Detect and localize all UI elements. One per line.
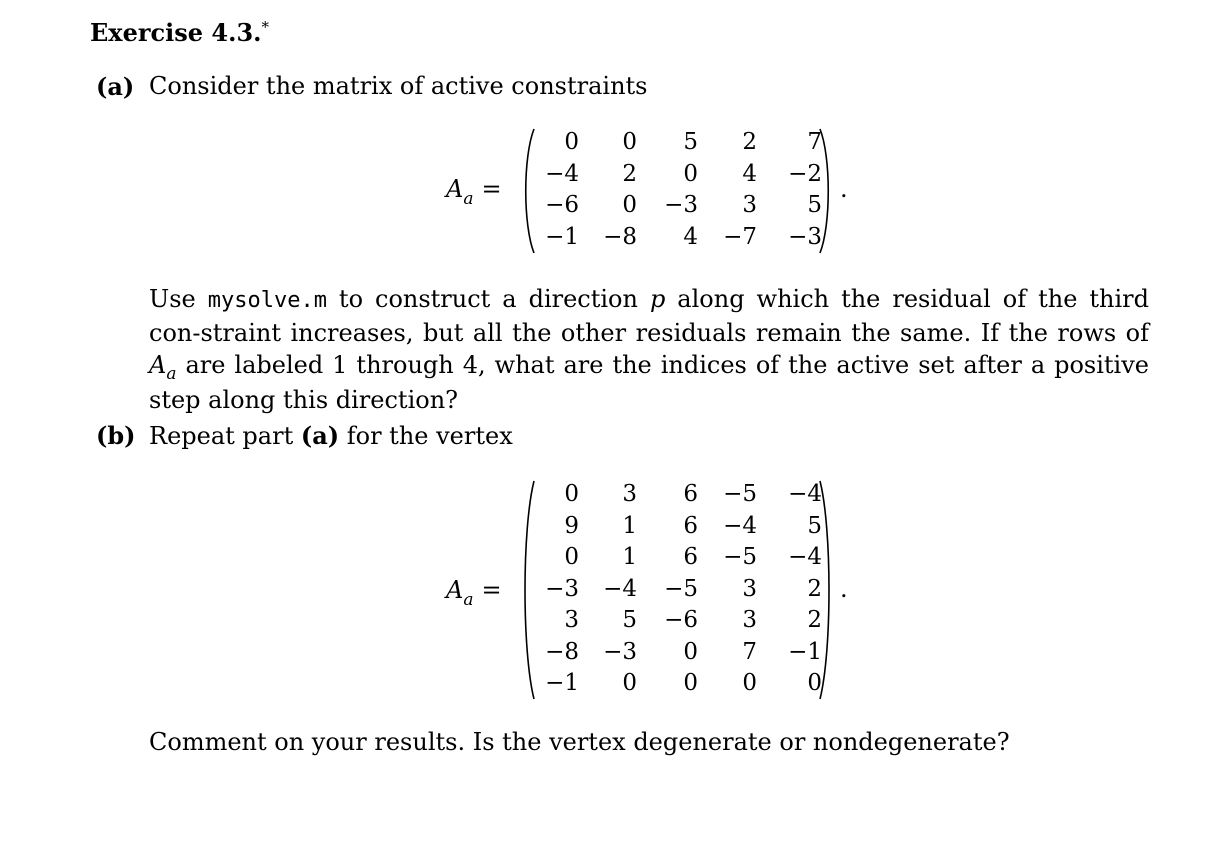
matrix-b-cell: 9 xyxy=(564,512,579,539)
matrix-b-row xyxy=(532,668,822,700)
matrix-b-row xyxy=(532,605,822,637)
part-b-heading xyxy=(96,421,513,450)
matrix-a-row xyxy=(532,159,822,191)
matrix-b-cell: 5 xyxy=(807,512,822,539)
matrix-b-row xyxy=(532,542,822,574)
matrix-a-cell: 0 xyxy=(564,129,579,155)
matrix-a-cell: 0 xyxy=(622,192,637,218)
matrix-a-cell: −1 xyxy=(545,223,579,250)
matrix-b-cell: 0 xyxy=(683,638,698,665)
matrix-b-cell: 3 xyxy=(742,575,757,602)
matrix-b-table xyxy=(532,479,822,700)
matrix-b-cell: 0 xyxy=(742,670,757,696)
matrix-b-row xyxy=(532,574,822,606)
matrix-a-cell: −6 xyxy=(545,192,579,218)
matrix-a-cell: 4 xyxy=(683,223,698,250)
matrix-a-lhs: $A_a$ = xyxy=(446,175,502,209)
matrix-b-cell: 0 xyxy=(807,670,822,696)
part-a-question: Use mysolve.m to construct a direction p along which the residual of the third con-straint increases, but all the other residuals remain the same. If the rows of $A_a$ are labeled 1 through 4, what are the indices of the active set after a positive step along this direction? xyxy=(149,285,1150,414)
matrix-b-cell: −4 xyxy=(788,544,822,570)
matrix-a-cell: −8 xyxy=(603,223,637,250)
matrix-a-cell: 5 xyxy=(807,192,822,218)
matrix-b-cell: 6 xyxy=(683,544,698,570)
matrix-b-cell: −8 xyxy=(545,638,579,665)
part-b-intro: Repeat part (a) for the vertex xyxy=(149,421,513,450)
matrix-b-lhs: $A_a$ = xyxy=(446,576,502,610)
matrix-b-cell: −5 xyxy=(723,481,757,507)
matrix-b-cell: 3 xyxy=(564,607,579,633)
matrix-b-period: . xyxy=(840,575,848,603)
matrix-b-cell: 3 xyxy=(622,481,637,507)
matrix-b-row xyxy=(532,511,822,543)
code-mysolve: mysolve.m xyxy=(207,288,327,313)
part-a-heading xyxy=(96,72,648,101)
matrix-b-row xyxy=(532,637,822,669)
matrix-b-cell: 1 xyxy=(622,512,637,539)
matrix-b-cell: 1 xyxy=(622,544,637,570)
matrix-b-cell: −1 xyxy=(788,638,822,665)
matrix-b-cell: −6 xyxy=(664,607,698,633)
matrix-a-cell: 3 xyxy=(742,192,757,218)
matrix-a xyxy=(522,127,852,255)
matrix-b-cell: 0 xyxy=(564,544,579,570)
matrix-b-cell: 2 xyxy=(807,575,822,602)
matrix-b-cell: −1 xyxy=(545,670,579,696)
matrix-b-cell: 6 xyxy=(683,512,698,539)
matrix-a-row xyxy=(532,127,822,159)
matrix-b-cell: 0 xyxy=(683,670,698,696)
matrix-b-cell: −4 xyxy=(788,481,822,507)
matrix-a-table xyxy=(532,127,822,253)
matrix-a-cell: −3 xyxy=(664,192,698,218)
matrix-b-cell: −4 xyxy=(603,575,637,602)
matrix-b-cell: −5 xyxy=(723,544,757,570)
matrix-b-row xyxy=(532,479,822,511)
matrix-b xyxy=(522,479,852,701)
exercise-title: Exercise 4.3.* xyxy=(90,18,269,47)
matrix-b-cell: −3 xyxy=(603,638,637,665)
matrix-b-cell: 6 xyxy=(683,481,698,507)
matrix-a-cell: 2 xyxy=(622,160,637,187)
matrix-a-cell: 4 xyxy=(742,160,757,187)
matrix-b-cell: 2 xyxy=(807,607,822,633)
matrix-b-cell: 0 xyxy=(564,481,579,507)
matrix-a-cell: −2 xyxy=(788,160,822,187)
matrix-a-row xyxy=(532,222,822,254)
matrix-b-cell: −5 xyxy=(664,575,698,602)
matrix-b-cell: 5 xyxy=(622,607,637,633)
matrix-b-cell: 0 xyxy=(622,670,637,696)
matrix-a-cell: −4 xyxy=(545,160,579,187)
matrix-a-cell: −3 xyxy=(788,223,822,250)
matrix-b-cell: 3 xyxy=(742,607,757,633)
matrix-b-cell: −4 xyxy=(723,512,757,539)
part-a-intro: Consider the matrix of active constraints xyxy=(149,72,648,100)
matrix-b-cell: 7 xyxy=(742,638,757,665)
matrix-a-cell: 0 xyxy=(622,129,637,155)
starred-marker: * xyxy=(261,18,269,36)
matrix-b-cell: −3 xyxy=(545,575,579,602)
part-a-label: (a) xyxy=(96,72,135,101)
comment-question: Comment on your results. Is the vertex degenerate or nondegenerate? xyxy=(149,728,1010,756)
matrix-a-cell: 7 xyxy=(807,129,822,155)
matrix-a-period: . xyxy=(840,175,848,203)
matrix-a-cell: −7 xyxy=(723,223,757,250)
matrix-a-row xyxy=(532,190,822,222)
matrix-a-cell: 5 xyxy=(683,129,698,155)
matrix-a-cell: 2 xyxy=(742,129,757,155)
matrix-a-cell: 0 xyxy=(683,160,698,187)
part-b-label: (b) xyxy=(96,421,136,450)
